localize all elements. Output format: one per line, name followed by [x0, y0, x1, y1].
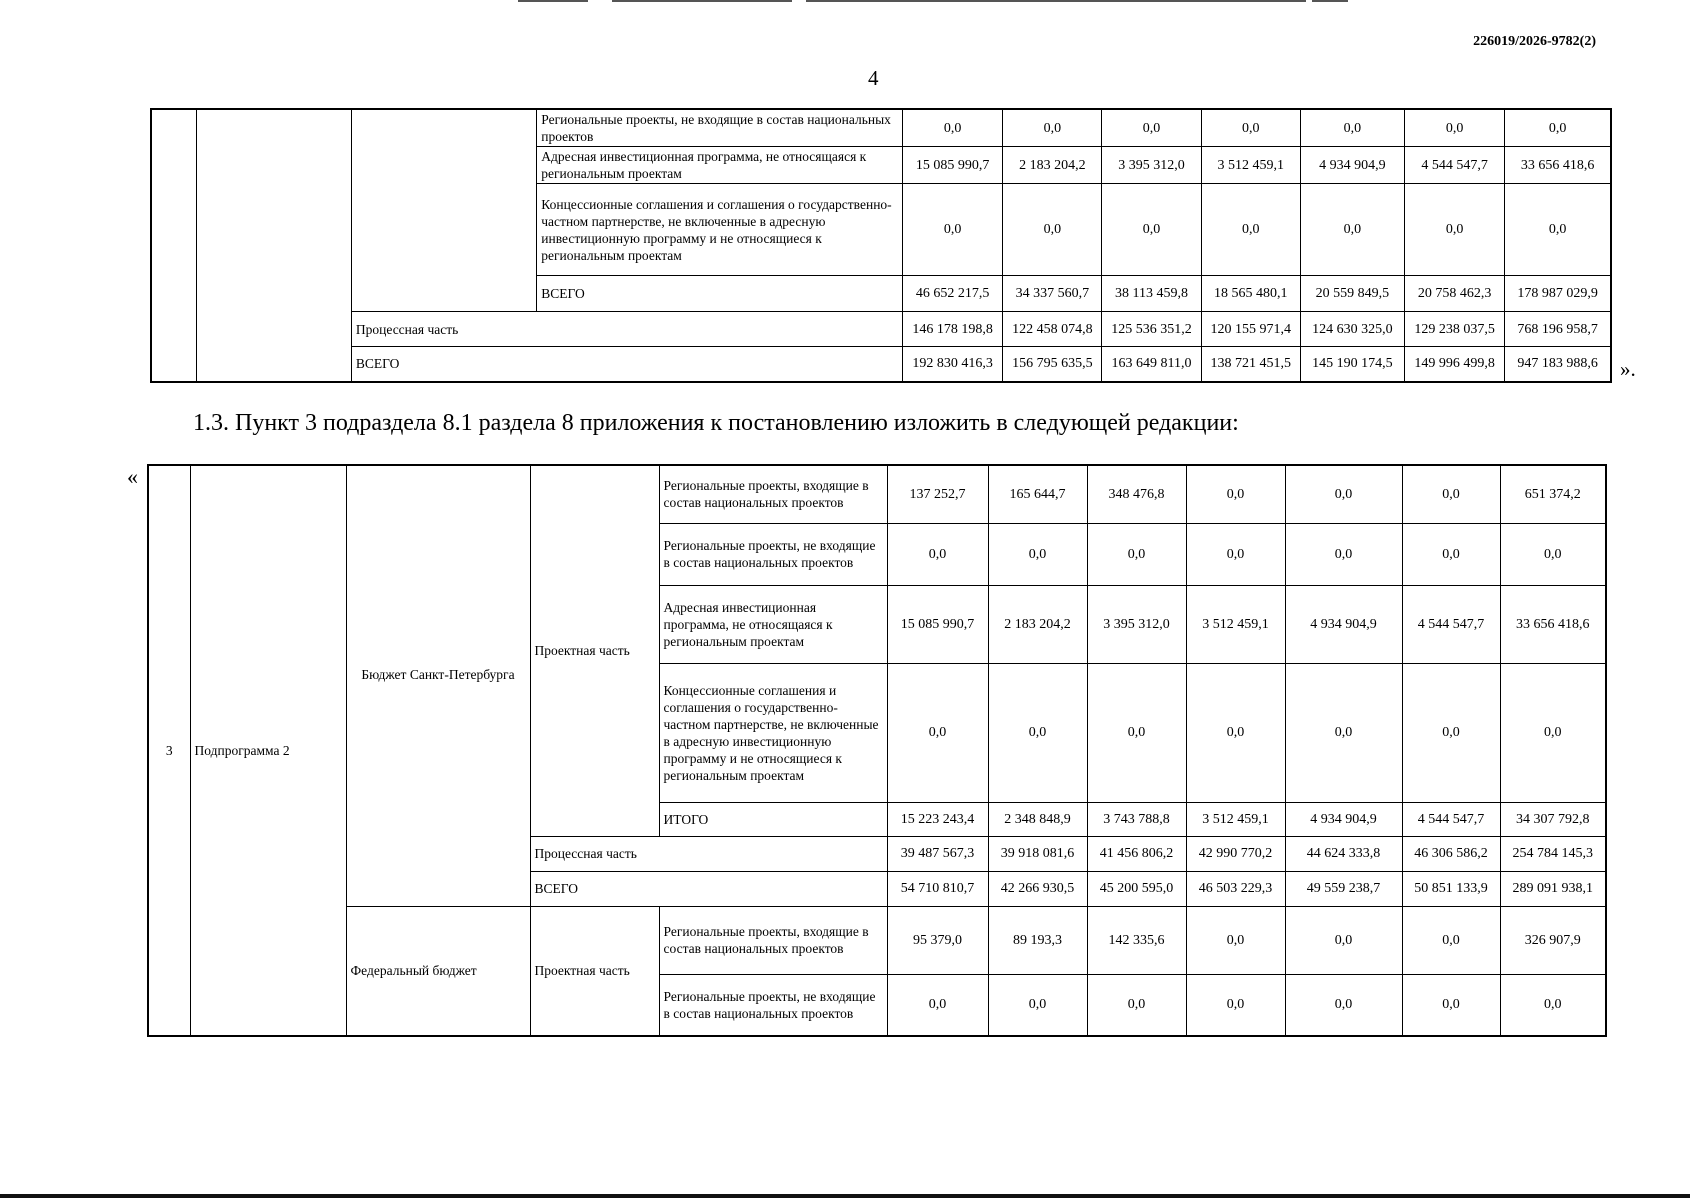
value-cell: 15 223 243,4 — [887, 802, 988, 836]
value-cell: 39 487 567,3 — [887, 836, 988, 871]
value-cell: 0,0 — [1505, 109, 1611, 147]
value-cell: 0,0 — [1003, 109, 1102, 147]
value-cell: 0,0 — [1402, 663, 1500, 802]
value-cell: 38 113 459,8 — [1102, 276, 1201, 312]
section-heading: 1.3. Пункт 3 подраздела 8.1 раздела 8 приложения к постановлению изложить в следующей редакции: — [193, 410, 1239, 436]
continuation-table — [150, 108, 1612, 383]
value-cell: 0,0 — [1186, 523, 1285, 585]
value-cell: 46 652 217,5 — [903, 276, 1003, 312]
value-cell: 0,0 — [988, 523, 1087, 585]
value-cell: 41 456 806,2 — [1087, 836, 1186, 871]
budget-source: Бюджет Санкт-Петербурга — [346, 465, 530, 906]
value-cell: 192 830 416,3 — [903, 347, 1003, 382]
closing-quote: ». — [1620, 357, 1636, 381]
value-cell: 2 348 848,9 — [988, 802, 1087, 836]
value-cell: 2 183 204,2 — [1003, 147, 1102, 184]
value-cell: 0,0 — [887, 974, 988, 1036]
value-cell: 0,0 — [1505, 184, 1611, 276]
value-cell: 0,0 — [1300, 184, 1404, 276]
value-cell: 165 644,7 — [988, 465, 1087, 523]
value-cell: 42 266 930,5 — [988, 871, 1087, 906]
row-label: Процессная часть — [530, 836, 887, 871]
table-row — [151, 347, 1611, 382]
table-row — [148, 906, 1606, 974]
value-cell: 18 565 480,1 — [1201, 276, 1300, 312]
bottom-scan-line — [0, 1194, 1690, 1198]
value-cell: 20 758 462,3 — [1405, 276, 1505, 312]
row-label: Концессионные соглашения и соглашения о государственно-частном партнерстве, не включенные в адресную инвестиционную программу и не относящиеся к региональным проектам — [659, 663, 887, 802]
value-cell: 4 934 904,9 — [1285, 802, 1402, 836]
document-id: 226019/2026-9782(2) — [1473, 34, 1596, 49]
value-cell: 0,0 — [1285, 523, 1402, 585]
value-cell: 34 337 560,7 — [1003, 276, 1102, 312]
value-cell: 46 503 229,3 — [1186, 871, 1285, 906]
value-cell: 0,0 — [1402, 974, 1500, 1036]
value-cell: 124 630 325,0 — [1300, 312, 1404, 347]
value-cell: 0,0 — [1102, 184, 1201, 276]
row-label: Адресная инвестиционная программа, не относящаяся к региональным проектам — [537, 147, 903, 184]
value-cell: 125 536 351,2 — [1102, 312, 1201, 347]
value-cell: 122 458 074,8 — [1003, 312, 1102, 347]
value-cell: 2 183 204,2 — [988, 585, 1087, 663]
value-cell: 89 193,3 — [988, 906, 1087, 974]
value-cell: 0,0 — [1500, 523, 1606, 585]
row-label: ВСЕГО — [530, 871, 887, 906]
value-cell: 947 183 988,6 — [1505, 347, 1611, 382]
value-cell: 15 085 990,7 — [887, 585, 988, 663]
row-label: Концессионные соглашения и соглашения о государственно-частном партнерстве, не включенные в адресную инвестиционную программу и не относящиеся к региональным проектам — [537, 184, 903, 276]
value-cell: 178 987 029,9 — [1505, 276, 1611, 312]
project-part-label: Проектная часть — [530, 906, 659, 1036]
program-name: Подпрограмма 2 — [190, 465, 346, 1036]
value-cell: 54 710 810,7 — [887, 871, 988, 906]
value-cell: 3 512 459,1 — [1201, 147, 1300, 184]
value-cell: 0,0 — [1003, 184, 1102, 276]
value-cell: 39 918 081,6 — [988, 836, 1087, 871]
value-cell: 289 091 938,1 — [1500, 871, 1606, 906]
source-cell — [351, 109, 536, 312]
value-cell: 4 544 547,7 — [1405, 147, 1505, 184]
value-cell: 149 996 499,8 — [1405, 347, 1505, 382]
value-cell: 44 624 333,8 — [1285, 836, 1402, 871]
value-cell: 3 743 788,8 — [1087, 802, 1186, 836]
value-cell: 0,0 — [1402, 465, 1500, 523]
value-cell: 129 238 037,5 — [1405, 312, 1505, 347]
value-cell: 42 990 770,2 — [1186, 836, 1285, 871]
top-scan-line — [0, 0, 1690, 3]
opening-quote: « — [127, 464, 138, 489]
value-cell: 0,0 — [1500, 974, 1606, 1036]
value-cell: 0,0 — [1201, 109, 1300, 147]
table-row — [151, 109, 1611, 147]
value-cell: 0,0 — [1186, 663, 1285, 802]
value-cell: 0,0 — [1087, 523, 1186, 585]
row-label: Региональные проекты, не входящие в состав национальных проектов — [659, 974, 887, 1036]
value-cell: 4 544 547,7 — [1402, 802, 1500, 836]
value-cell: 45 200 595,0 — [1087, 871, 1186, 906]
value-cell: 651 374,2 — [1500, 465, 1606, 523]
value-cell: 0,0 — [1087, 974, 1186, 1036]
value-cell: 0,0 — [1285, 465, 1402, 523]
value-cell: 3 395 312,0 — [1102, 147, 1201, 184]
value-cell: 50 851 133,9 — [1402, 871, 1500, 906]
value-cell: 3 395 312,0 — [1087, 585, 1186, 663]
value-cell: 49 559 238,7 — [1285, 871, 1402, 906]
value-cell: 0,0 — [1186, 906, 1285, 974]
value-cell: 0,0 — [1402, 523, 1500, 585]
value-cell: 0,0 — [1102, 109, 1201, 147]
value-cell: 138 721 451,5 — [1201, 347, 1300, 382]
value-cell: 0,0 — [903, 184, 1003, 276]
value-cell: 33 656 418,6 — [1505, 147, 1611, 184]
value-cell: 0,0 — [1405, 184, 1505, 276]
item-number: 3 — [148, 465, 190, 1036]
row-label: Региональные проекты, входящие в состав национальных проектов — [659, 465, 887, 523]
value-cell: 0,0 — [1087, 663, 1186, 802]
value-cell: 0,0 — [903, 109, 1003, 147]
row-label: Региональные проекты, входящие в состав национальных проектов — [659, 906, 887, 974]
project-part-label: Проектная часть — [530, 465, 659, 836]
value-cell: 326 907,9 — [1500, 906, 1606, 974]
row-label: Адресная инвестиционная программа, не относящаяся к региональным проектам — [659, 585, 887, 663]
value-cell: 46 306 586,2 — [1402, 836, 1500, 871]
value-cell: 0,0 — [887, 663, 988, 802]
value-cell: 146 178 198,8 — [903, 312, 1003, 347]
value-cell: 0,0 — [1186, 974, 1285, 1036]
row-label: Процессная часть — [351, 312, 902, 347]
value-cell: 254 784 145,3 — [1500, 836, 1606, 871]
page-number: 4 — [868, 66, 879, 90]
value-cell: 20 559 849,5 — [1300, 276, 1404, 312]
value-cell: 348 476,8 — [1087, 465, 1186, 523]
value-cell: 34 307 792,8 — [1500, 802, 1606, 836]
value-cell: 3 512 459,1 — [1186, 585, 1285, 663]
budget-source: Федеральный бюджет — [346, 906, 530, 1036]
value-cell: 33 656 418,6 — [1500, 585, 1606, 663]
value-cell: 120 155 971,4 — [1201, 312, 1300, 347]
table-row — [148, 465, 1606, 523]
value-cell: 145 190 174,5 — [1300, 347, 1404, 382]
program-cell — [196, 109, 351, 382]
value-cell: 0,0 — [1201, 184, 1300, 276]
value-cell: 0,0 — [1402, 906, 1500, 974]
value-cell: 4 934 904,9 — [1300, 147, 1404, 184]
subprogram-table — [147, 464, 1607, 1037]
value-cell: 156 795 635,5 — [1003, 347, 1102, 382]
value-cell: 0,0 — [1500, 663, 1606, 802]
value-cell: 95 379,0 — [887, 906, 988, 974]
value-cell: 0,0 — [1285, 974, 1402, 1036]
value-cell: 0,0 — [1285, 906, 1402, 974]
row-label: ИТОГО — [659, 802, 887, 836]
value-cell: 0,0 — [1285, 663, 1402, 802]
value-cell: 3 512 459,1 — [1186, 802, 1285, 836]
row-label: Региональные проекты, не входящие в состав национальных проектов — [537, 109, 903, 147]
value-cell: 4 544 547,7 — [1402, 585, 1500, 663]
value-cell: 0,0 — [988, 974, 1087, 1036]
row-label: ВСЕГО — [537, 276, 903, 312]
value-cell: 142 335,6 — [1087, 906, 1186, 974]
row-label: ВСЕГО — [351, 347, 902, 382]
value-cell: 0,0 — [988, 663, 1087, 802]
row-label: Региональные проекты, не входящие в состав национальных проектов — [659, 523, 887, 585]
value-cell: 163 649 811,0 — [1102, 347, 1201, 382]
table-row — [151, 312, 1611, 347]
value-cell: 768 196 958,7 — [1505, 312, 1611, 347]
value-cell: 0,0 — [1300, 109, 1404, 147]
item-cell — [151, 109, 196, 382]
value-cell: 4 934 904,9 — [1285, 585, 1402, 663]
value-cell: 137 252,7 — [887, 465, 988, 523]
value-cell: 0,0 — [1405, 109, 1505, 147]
value-cell: 15 085 990,7 — [903, 147, 1003, 184]
value-cell: 0,0 — [887, 523, 988, 585]
value-cell: 0,0 — [1186, 465, 1285, 523]
